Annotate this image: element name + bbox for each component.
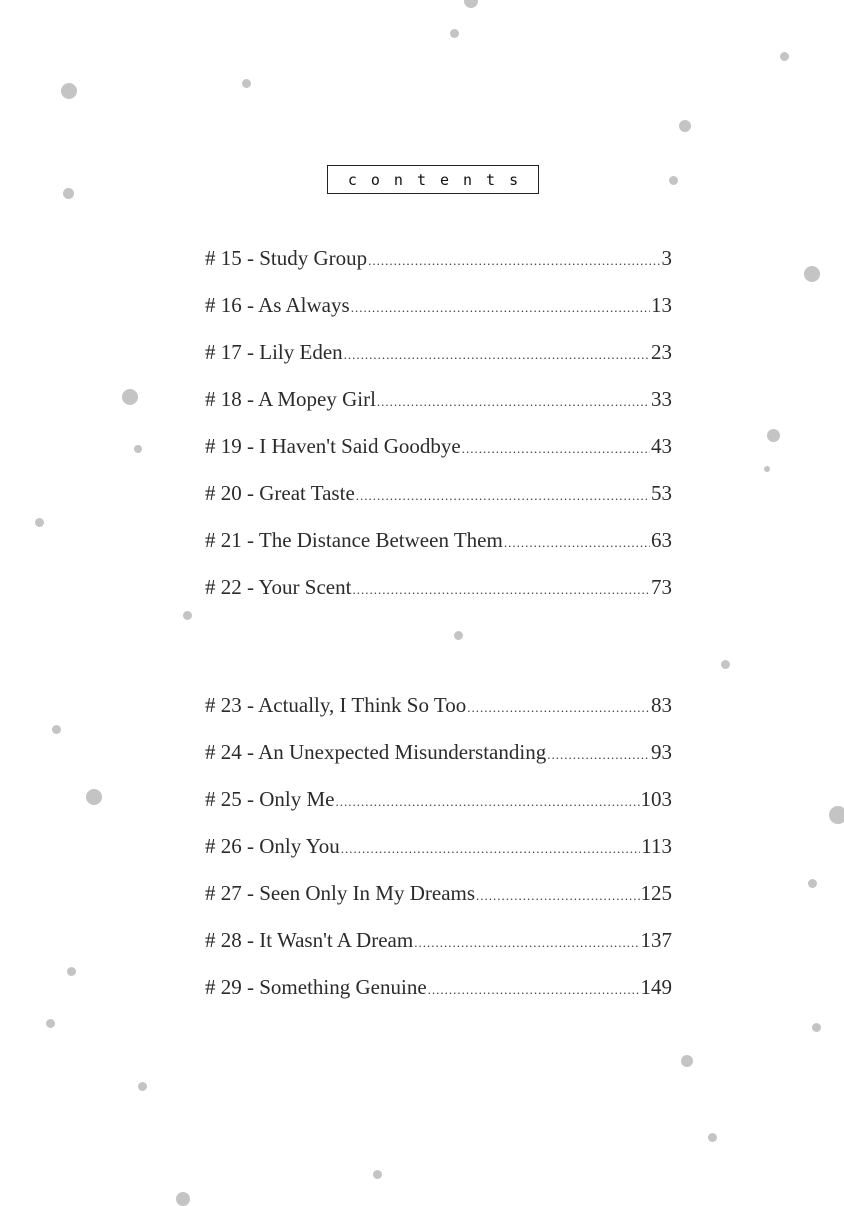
toc-entry-label: # 24 - An Unexpected Misunderstanding — [205, 740, 547, 764]
dot-leader — [336, 794, 640, 810]
toc-entry-label: # 20 - Great Taste — [205, 481, 355, 505]
toc-entry-page: 103 — [640, 787, 672, 811]
toc-entry — [205, 340, 672, 387]
toc-entry-label: # 27 - Seen Only In My Dreams — [205, 881, 476, 905]
toc-entry-label: # 17 - Lily Eden — [205, 340, 343, 364]
toc-group-2 — [205, 693, 672, 1022]
toc-entry-label: # 26 - Only You — [205, 834, 340, 858]
toc-entry — [205, 246, 672, 293]
decor-dot — [183, 611, 192, 620]
toc-entry-label: # 21 - The Distance Between Them — [205, 528, 503, 552]
decor-dot — [134, 445, 142, 453]
toc-entry — [205, 928, 672, 975]
decor-dot — [780, 52, 789, 61]
decor-dot — [46, 1019, 55, 1028]
dot-leader — [356, 488, 650, 504]
decor-dot — [52, 725, 61, 734]
dot-leader — [476, 888, 639, 904]
toc-entry-label: # 28 - It Wasn't A Dream — [205, 928, 414, 952]
toc-entry-label: # 23 - Actually, I Think So Too — [205, 693, 467, 717]
toc-entry-label: # 18 - A Mopey Girl — [205, 387, 376, 411]
toc-entry-page: 33 — [651, 387, 672, 411]
toc-entry — [205, 834, 672, 881]
toc-entry — [205, 693, 672, 740]
toc-entry-page: 63 — [651, 528, 672, 552]
dot-leader — [467, 700, 650, 716]
dot-leader — [428, 982, 640, 998]
decor-dot — [669, 176, 678, 185]
toc-entry-page: 113 — [641, 834, 672, 858]
toc-entry-page: 125 — [640, 881, 672, 905]
dot-leader — [351, 300, 650, 316]
toc-entry — [205, 387, 672, 434]
decor-dot — [63, 188, 74, 199]
decor-dot — [61, 83, 77, 99]
decor-dot — [450, 29, 459, 38]
decor-dot — [681, 1055, 693, 1067]
decor-dot — [767, 429, 780, 442]
decor-dot — [35, 518, 44, 527]
decor-dot — [454, 631, 463, 640]
toc-entry-label: # 22 - Your Scent — [205, 575, 352, 599]
toc-entry-label: # 15 - Study Group — [205, 246, 368, 270]
toc-entry-page: 93 — [651, 740, 672, 764]
toc-entry-label: # 19 - I Haven't Said Goodbye — [205, 434, 461, 458]
toc-entry — [205, 975, 672, 1022]
decor-dot — [808, 879, 817, 888]
toc-entry — [205, 481, 672, 528]
contents-title: contents — [327, 165, 539, 194]
toc-entry — [205, 528, 672, 575]
toc-entry-page: 23 — [651, 340, 672, 364]
decor-dot — [138, 1082, 147, 1091]
dot-leader — [377, 394, 650, 410]
dot-leader — [504, 535, 650, 551]
decor-dot — [86, 789, 102, 805]
decor-dot — [242, 79, 251, 88]
toc-entry-page: 83 — [651, 693, 672, 717]
toc-entry — [205, 740, 672, 787]
dot-leader — [368, 253, 660, 269]
decor-dot — [764, 466, 770, 472]
toc-entry-label: # 16 - As Always — [205, 293, 350, 317]
decor-dot — [708, 1133, 717, 1142]
toc-entry-page: 73 — [651, 575, 672, 599]
decor-dot — [176, 1192, 190, 1206]
dot-leader — [547, 747, 650, 763]
decor-dot — [812, 1023, 821, 1032]
toc-entry-page: 13 — [651, 293, 672, 317]
dot-leader — [352, 582, 650, 598]
toc-entry — [205, 575, 672, 622]
dot-leader — [341, 841, 640, 857]
toc-entry-page: 137 — [640, 928, 672, 952]
toc-entry-label: # 29 - Something Genuine — [205, 975, 427, 999]
toc-entry-page: 53 — [651, 481, 672, 505]
toc-entry — [205, 293, 672, 340]
decor-dot — [679, 120, 691, 132]
decor-dot — [721, 660, 730, 669]
toc-entry — [205, 787, 672, 834]
toc-entry-page: 3 — [661, 246, 672, 270]
toc-group-1 — [205, 246, 672, 622]
dot-leader — [344, 347, 650, 363]
decor-dot — [829, 806, 844, 824]
decor-dot — [373, 1170, 382, 1179]
decor-dot — [122, 389, 138, 405]
decor-dot — [804, 266, 820, 282]
dot-leader — [414, 935, 639, 951]
toc-entry — [205, 881, 672, 928]
toc-entry-label: # 25 - Only Me — [205, 787, 335, 811]
toc-entry-page: 149 — [640, 975, 672, 999]
toc-entry — [205, 434, 672, 481]
dot-leader — [462, 441, 650, 457]
toc-entry-page: 43 — [651, 434, 672, 458]
decor-dot — [464, 0, 478, 8]
decor-dot — [67, 967, 76, 976]
